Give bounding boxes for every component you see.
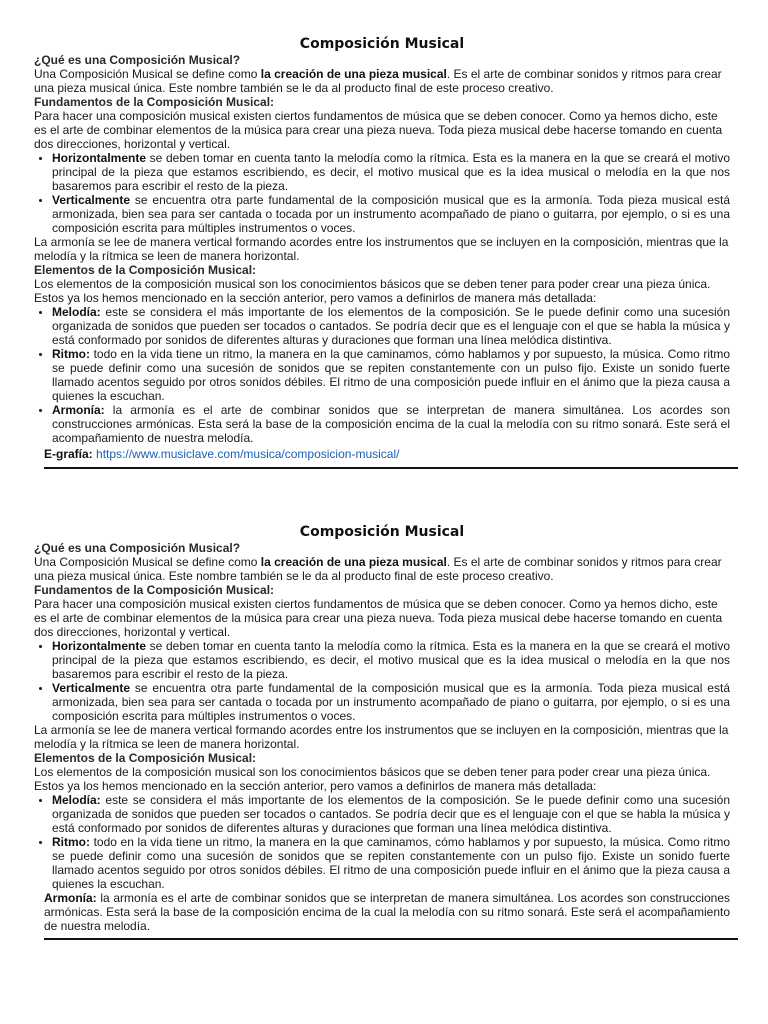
elements-list	[34, 305, 730, 445]
egrafia-line	[44, 447, 730, 462]
elements-list	[34, 793, 730, 891]
list-item-vertical: • Verticalmente se encuentra otra parte fundamental de la composición musical que es la armonía. Toda pieza musical está armonizada, bien sea para ser cantada o tocada por un instrumento acompañado de piano o guitarra, por ejemplo, o si es una composición escrita para múltiples instrumentos o voces.	[52, 193, 730, 235]
egrafia-link[interactable]: https://www.musiclave.com/musica/composicion-musical/	[96, 447, 400, 461]
elementos-heading: Elementos de la Composición Musical:	[34, 263, 257, 277]
armonia-paragraph: La armonía se lee de manera vertical formando acordes entre los instrumentos que se incluyen en la composición, mientras que la melodía y la rítmica se leen de manera horizontal.	[34, 723, 729, 751]
fundamentos-heading: Fundamentos de la Composición Musical:	[34, 95, 275, 109]
intro-paragraph: Una Composición Musical se define como la creación de una pieza musical. Es el arte de combinar sonidos y ritmos para crear una pieza musical única. Este nombre también se le da al producto final de este proceso creativo.	[34, 555, 722, 583]
list-item-melodia: • Melodía: este se considera el más importante de los elementos de la composición. Se le puede definir como una sucesión organizada de sonidos que pueden ser tocados o cantados. Se podría decir que es el lenguaje con el que se habla la música y está conformado por sonidos de diferentes alturas y duraciones que forman una línea melódica distintiva.	[52, 305, 730, 347]
elementos-paragraph: Los elementos de la composición musical son los conocimientos básicos que se deben tener para poder crear una pieza única. Estos ya los hemos mencionado en la sección anterior, pero vamos a definirlos de manera más detallada:	[34, 277, 711, 305]
list-item-ritmo: • Ritmo: todo en la vida tiene un ritmo, la manera en la que caminamos, cómo hablamos y por supuesto, la música. Como ritmo se puede definir como una sucesión de sonidos que se repiten constantemente con un pulso fijo. Existe un sonido fuerte llamado acentos seguido por otros sonidos débiles. El ritmo de una composición puede influir en el ánimo que la pieza causa a quienes la escuchan.	[52, 347, 730, 403]
page-title: Composición Musical	[299, 524, 465, 540]
intro-paragraph: Una Composición Musical se define como la creación de una pieza musical. Es el arte de combinar sonidos y ritmos para crear una pieza musical única. Este nombre también se le da al producto final de este proceso creativo.	[34, 67, 722, 95]
question-heading: ¿Qué es una Composición Musical?	[34, 53, 241, 67]
egrafia-label: E-grafía:	[44, 447, 93, 461]
list-item-vertical: • Verticalmente se encuentra otra parte fundamental de la composición musical que es la armonía. Toda pieza musical está armonizada, bien sea para ser cantada o tocada por un instrumento acompañado de piano o guitarra, por ejemplo, o si es una composición escrita para múltiples instrumentos o voces.	[52, 681, 730, 723]
fundamentos-heading: Fundamentos de la Composición Musical:	[34, 583, 275, 597]
list-item-ritmo: • Ritmo: todo en la vida tiene un ritmo, la manera en la que caminamos, cómo hablamos y por supuesto, la música. Como ritmo se puede definir como una sucesión de sonidos que se repiten constantemente con un pulso fijo. Existe un sonido fuerte llamado acentos seguido por otros sonidos débiles. El ritmo de una composición puede influir en el ánimo que la pieza causa a quienes la escuchan.	[52, 835, 730, 891]
directions-list	[34, 151, 730, 235]
armonia-definition-paragraph: Armonía: la armonía es el arte de combinar sonidos que se interpretan de manera simultánea. Los acordes son construcciones armónicas. Esta será la base de la composición encima de la cual la melodía con su ritmo sonará. Este será el acompañamiento de nuestra melodía.	[44, 891, 730, 933]
page-title: Composición Musical	[299, 36, 465, 52]
question-heading: ¿Qué es una Composición Musical?	[34, 541, 241, 555]
section-divider	[44, 938, 738, 940]
section-divider	[44, 467, 738, 469]
fundamentos-paragraph: Para hacer una composición musical existen ciertos fundamentos de música que se deben conocer. Como ya hemos dicho, este es el arte de combinar elementos de la música para crear una pieza nueva. Toda pieza musical debe hacerse tomando en cuenta dos direcciones, horizontal y vertical.	[34, 109, 723, 151]
document-copy-1	[34, 36, 730, 469]
list-item-horizontal: • Horizontalmente se deben tomar en cuenta tanto la melodía como la rítmica. Esta es la manera en la que se creará el motivo principal de la pieza que estamos escribiendo, es decir, el motivo musical que es la idea musical o melodía en la que nos basaremos para escribir el resto de la pieza.	[52, 151, 730, 193]
list-item-horizontal: • Horizontalmente se deben tomar en cuenta tanto la melodía como la rítmica. Esta es la manera en la que se creará el motivo principal de la pieza que estamos escribiendo, es decir, el motivo musical que es la idea musical o melodía en la que nos basaremos para escribir el resto de la pieza.	[52, 639, 730, 681]
fundamentos-paragraph: Para hacer una composición musical existen ciertos fundamentos de música que se deben conocer. Como ya hemos dicho, este es el arte de combinar elementos de la música para crear una pieza nueva. Toda pieza musical debe hacerse tomando en cuenta dos direcciones, horizontal y vertical.	[34, 597, 723, 639]
list-item-armonia: • Armonía: la armonía es el arte de combinar sonidos que se interpretan de manera simultánea. Los acordes son construcciones armónicas. Esta será la base de la composición encima de la cual la melodía con su ritmo sonará. Este será el acompañamiento de nuestra melodía.	[52, 403, 730, 445]
directions-list	[34, 639, 730, 723]
document-copy-2	[34, 524, 730, 940]
elementos-paragraph: Los elementos de la composición musical son los conocimientos básicos que se deben tener para poder crear una pieza única. Estos ya los hemos mencionado en la sección anterior, pero vamos a definirlos de manera más detallada:	[34, 765, 711, 793]
list-item-melodia: • Melodía: este se considera el más importante de los elementos de la composición. Se le puede definir como una sucesión organizada de sonidos que pueden ser tocados o cantados. Se podría decir que es el lenguaje con el que se habla la música y está conformado por sonidos de diferentes alturas y duraciones que forman una línea melódica distintiva.	[52, 793, 730, 835]
armonia-paragraph: La armonía se lee de manera vertical formando acordes entre los instrumentos que se incluyen en la composición, mientras que la melodía y la rítmica se leen de manera horizontal.	[34, 235, 729, 263]
elementos-heading: Elementos de la Composición Musical:	[34, 751, 257, 765]
